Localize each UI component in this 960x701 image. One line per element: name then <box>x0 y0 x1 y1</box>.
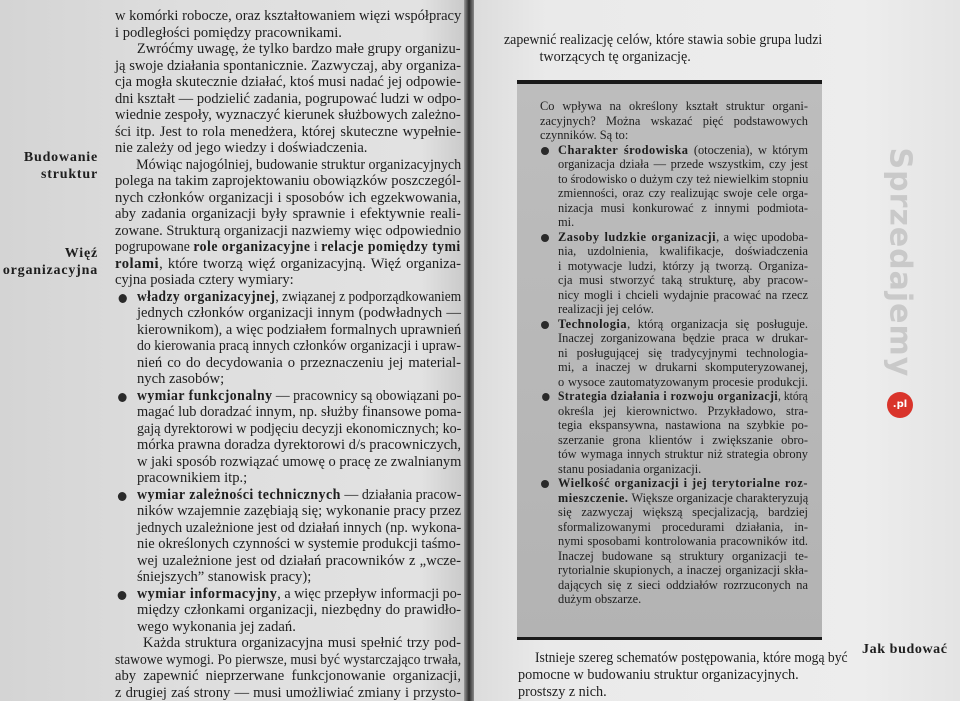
text-run: wiednie zespoły, wyznaczyć kierunek służbowych zależno- <box>115 107 461 123</box>
text-run: i <box>310 239 322 255</box>
text-line <box>115 222 462 240</box>
bullet-item-line <box>558 143 808 158</box>
text-run: mórka prawna doradza dyrektorowi d/s pracowniczych, <box>137 437 461 453</box>
text-run: zmienności, oraz czy realizując swoje cele orga- <box>558 186 808 200</box>
text-line <box>540 99 808 114</box>
text-run: między członkami organizacji, niezbędny do prawidło- <box>137 602 461 618</box>
text-line <box>115 74 461 91</box>
text-run: aby zadania organizacji były sprawnie i efektywnie reali- <box>115 206 461 222</box>
text-run: pracownikiem itp.; <box>137 470 248 486</box>
bullet-icon <box>541 234 549 242</box>
text-line <box>558 549 808 564</box>
text-run: mi. <box>558 215 575 229</box>
text-run: nie zależy od jego wiedzy i doświadczenia. <box>115 140 368 156</box>
text-run: ją swoje działania spontanicznie. Zazwyczaj, aby organiza- <box>115 57 461 74</box>
text-line <box>137 355 461 372</box>
text-run: , a więc upodoba- <box>716 229 809 244</box>
text-line <box>558 331 808 346</box>
text-run: jednych uzależnione jest od działań innych (np. wykona- <box>137 519 462 536</box>
text-run: (otoczenia), w którym <box>688 142 808 157</box>
bold-term: rolami <box>115 255 160 272</box>
margin-label-line: organizacyjna <box>2 262 98 278</box>
text-line <box>115 41 460 58</box>
text-run: się zazwyczaj większą specjalizacją, bardziej <box>558 505 808 519</box>
text-run: pomocne w budowaniu struktur organizacyjnych. <box>518 667 799 683</box>
text-run: — pracownicy są obowiązani po- <box>272 387 462 404</box>
text-run: dających się z sieci oddziałów rozrzuconych na <box>558 577 808 592</box>
text-run: Większe organizacje charakteryzują <box>628 490 809 505</box>
text-line <box>115 25 461 42</box>
text-run: ści itp. Jest to rola menedżera, której skuteczne wypełnie- <box>115 123 461 140</box>
text-run: , które tworzą więź organizacyjną. Więź organiza- <box>159 255 461 272</box>
bullet-item-line <box>558 317 808 332</box>
text-run: i motywacje ludzi, którzy ją tworzą. Organiza- <box>558 258 808 273</box>
text-line <box>115 651 462 669</box>
text-run: nizacja musi konkurować z innymi podmiota- <box>558 200 808 215</box>
text-line <box>558 171 809 187</box>
text-line <box>558 244 808 259</box>
text-line <box>558 302 808 317</box>
text-run: i podległości pomiędzy pracownikami. <box>115 24 342 41</box>
text-line <box>540 128 808 143</box>
text-run: nień co do decydowania o przeznaczeniu jej material- <box>137 354 461 371</box>
text-line <box>115 90 462 108</box>
bullet-icon <box>541 480 549 488</box>
text-line <box>115 272 461 289</box>
bold-term: wymiar zależności technicznych <box>137 486 341 503</box>
bullet-icon <box>542 393 549 401</box>
text-line <box>558 462 808 477</box>
text-line <box>558 273 808 288</box>
bold-term: Technologia <box>558 316 628 331</box>
bold-term: Wielkość organizacji i jej terytorialne roz- <box>558 476 808 490</box>
text-run: zapewnić realizację celów, które stawia sobie grupa ludzi <box>504 32 823 48</box>
text-line <box>115 685 461 701</box>
text-line <box>137 305 461 322</box>
text-run: czynników. Są to: <box>540 128 629 142</box>
text-line <box>137 536 461 553</box>
text-line <box>558 360 808 375</box>
text-line <box>540 114 808 129</box>
text-line <box>137 420 462 438</box>
text-run: , a więc przepływ informacji po- <box>277 585 462 602</box>
bullet-icon <box>541 321 549 329</box>
text-line <box>558 563 808 578</box>
text-run: śniejszych” stanowisk pracy); <box>137 569 312 585</box>
right-page-bottom-text <box>518 650 848 701</box>
text-run: stanu posiadania organizacji. <box>558 461 702 476</box>
text-line <box>115 124 461 141</box>
text-run: magać lub doradzać innym, np. służby finansowe poma- <box>137 404 462 420</box>
text-line <box>558 592 808 607</box>
text-line <box>558 375 808 390</box>
text-line <box>558 259 808 274</box>
text-run: Co wpływa na określony kształt struktur organi- <box>540 99 808 113</box>
margin-label-line: Budowanie <box>23 150 98 165</box>
text-run: realizacji jej celów. <box>558 302 654 316</box>
text-line <box>558 505 808 520</box>
text-run: organizacja działa — przede wszystkim, czy jest <box>558 157 808 171</box>
text-run: Zwróćmy uwagę, że tylko bardzo małe grupy organizu- <box>115 41 461 57</box>
bullet-item-line <box>558 230 808 245</box>
text-run: , którą <box>778 389 808 403</box>
text-run: nia, uzdolnienia, kwalifikacje, doświadczenia <box>558 244 808 258</box>
text-line <box>137 437 460 454</box>
text-line <box>558 404 808 419</box>
margin-label-line: struktur <box>41 166 98 182</box>
text-run: pogrupowane <box>115 239 194 255</box>
text-line <box>504 49 822 66</box>
text-line <box>115 140 461 157</box>
text-run: w komórki robocze, oraz kształtowaniem więzi współpracy <box>115 8 462 24</box>
text-line <box>115 58 461 75</box>
bullet-item-line <box>137 288 462 306</box>
text-run: Inaczej budowane są struktury organizacji te- <box>558 548 808 563</box>
bullet-item-line <box>137 486 462 504</box>
text-line <box>558 215 808 230</box>
text-run: Inaczej zorganizowana będzie praca w drukar- <box>558 331 808 345</box>
margin-label-budowanie-struktur <box>10 150 98 183</box>
watermark-logo: Sprzedajemy <box>882 147 918 378</box>
text-run: wego wykonania jej zadań. <box>137 618 296 635</box>
text-run: Mówiąc najogólniej, budowanie struktur organizacyjnych <box>115 156 462 173</box>
text-line <box>137 503 461 520</box>
text-line <box>558 418 808 433</box>
text-run: z drugiej zaś strony — musi umożliwiać zmiany i przysto- <box>115 684 461 701</box>
text-run: polega na takim zaprojektowaniu obowiązków poszczegól- <box>115 173 461 189</box>
text-line <box>558 447 808 462</box>
text-line <box>558 186 808 201</box>
text-run: mi, a inaczej w drukarni skomputeryzowanej, <box>558 360 808 374</box>
bullet-icon <box>118 591 127 600</box>
text-line <box>558 534 808 549</box>
bold-term: relacje pomiędzy tymi <box>321 239 461 255</box>
left-page-text <box>115 8 461 701</box>
text-line <box>504 32 823 49</box>
text-line <box>115 668 461 685</box>
bullet-icon <box>118 492 127 501</box>
text-line <box>115 256 461 273</box>
bold-term: Charakter środowiska <box>558 142 689 157</box>
text-line <box>558 346 808 361</box>
text-line <box>115 239 461 256</box>
text-run: Istnieje szereg schematów postępowania, które mogą być <box>518 650 848 666</box>
right-page-top-text <box>504 32 822 65</box>
text-run: stawowe wymogi. Po pierwsze, musi być wystarczająco trwała, <box>115 651 462 668</box>
text-run: kierownikom), a więc podziałem formalnych uprawnień <box>137 321 462 338</box>
text-run: zacyjnych? Można wskazać pięć podstawowych <box>540 113 808 128</box>
text-run: to środowisko o dużym czy też niewielkim stopniu <box>558 171 809 186</box>
text-run: cja mogła skutecznie działać, ktoś musi nadać jej odpowie- <box>115 74 461 90</box>
text-line <box>137 404 462 421</box>
bullet-item-line <box>558 476 808 491</box>
text-run: Każda struktura organizacyjna musi spełnić trzy pod- <box>115 635 461 651</box>
text-run: szerzanie grona klientów i zwiększanie obro- <box>558 432 808 447</box>
text-run: jednych członków organizacji innym (podwładnych — <box>137 305 461 321</box>
text-line <box>115 107 460 124</box>
text-line <box>558 578 808 593</box>
bullet-icon <box>118 393 127 402</box>
bullet-item-line <box>558 389 808 404</box>
text-line <box>115 156 462 174</box>
text-line <box>137 338 461 355</box>
text-line <box>115 173 461 190</box>
text-run: dużym obszarze. <box>558 592 642 606</box>
text-run: do kierowania pracą innych członków organizacji i upraw- <box>137 338 461 354</box>
bullet-icon <box>119 294 127 303</box>
text-line <box>558 201 808 216</box>
text-line <box>137 553 461 570</box>
bold-term: Strategia działania i rozwoju organizacji <box>558 389 779 403</box>
text-run: tów wymaga innych struktur niż strategia obrony <box>558 447 808 461</box>
bold-term: władzy organizacyjnej <box>137 288 276 305</box>
text-run: , którą organizacja się posługuje. <box>627 316 808 331</box>
text-run: ników wzajemnie zazębiają się; wykonanie pracy przez <box>137 503 462 519</box>
text-line <box>518 650 848 667</box>
text-run: wej uzależnione jest od działań pracowników z „wcze- <box>137 552 461 569</box>
watermark-badge: .pl <box>887 392 913 418</box>
text-line <box>137 453 462 471</box>
text-run: cyjna posiada cztery wymiary: <box>115 272 294 288</box>
text-line <box>558 157 808 172</box>
text-line <box>137 619 461 636</box>
text-line <box>115 190 461 207</box>
text-line <box>518 684 848 701</box>
bullet-item-line <box>137 585 462 603</box>
bold-term: mieszczenie. <box>558 490 629 505</box>
sidebar-box-text <box>540 99 808 607</box>
bold-term: Zasoby ludzkie organizacji <box>558 229 717 244</box>
bold-term: wymiar informacyjny <box>137 585 278 602</box>
text-run: prostszy z nich. <box>518 684 607 700</box>
text-line <box>115 635 461 652</box>
text-run: w jaki sposób rozwiązać umowę o pracę ze zwalnianym <box>137 453 462 470</box>
text-line <box>137 321 462 339</box>
text-run: rytorialnie skupionych, a inaczej organizacji skła- <box>558 563 808 577</box>
text-run: — działania pracow- <box>340 486 462 503</box>
text-line <box>558 490 809 506</box>
bold-term: wymiar funkcjonalny <box>137 387 273 404</box>
text-run: zowane. Strukturą organizacji nazwiemy więc odpowiednio <box>115 222 462 239</box>
text-run: nie określonych czynności w systemie produkcji taśmo- <box>137 536 461 552</box>
text-line <box>558 433 808 448</box>
text-run: , związanej z podporządkowaniem <box>275 288 462 305</box>
text-run: gają dyrektorowi w podjęciu decyzji ekonomicznych; ko- <box>137 420 462 437</box>
text-line <box>558 520 808 535</box>
text-run: nych członków organizacji i sposobów ich egzekwowania, <box>115 189 461 206</box>
bold-term: role organizacyjne <box>193 239 311 255</box>
text-run: ni posługującej się tradycyjnymi technologia- <box>558 345 808 360</box>
text-line <box>518 667 848 684</box>
bullet-icon <box>541 147 549 155</box>
text-run: tegia ekspansywna, nastawiona na szybkie po- <box>558 418 808 432</box>
text-run: dni kształt — podzielić zadania, pogrupować ludzi w odpo- <box>115 90 462 107</box>
text-run: o wysoce zautomatyzowanym procesie produkcji. <box>558 374 808 389</box>
text-line <box>115 8 460 25</box>
text-run: sformalizowanymi procedurami działania, in- <box>558 519 808 534</box>
text-run: określa jej kierownictwo. Przykładowo, stra- <box>558 403 808 418</box>
bullet-item-line <box>137 387 462 405</box>
text-line <box>558 288 808 303</box>
text-run: nicy mogli i chcieli wydajnie pracować na rzecz <box>558 287 808 302</box>
text-line <box>137 371 461 388</box>
text-line <box>137 519 462 537</box>
book-gutter <box>464 0 474 701</box>
margin-label-line: Więź <box>64 246 98 261</box>
text-line <box>115 206 461 223</box>
text-line <box>137 602 461 619</box>
text-run: tworzących tę organizację. <box>504 48 691 65</box>
text-run: nymi sposobami kontrolowania pracowników itd. <box>558 534 808 548</box>
text-line <box>137 569 461 586</box>
text-run: aby zapewnić nieprzerwane funkcjonowanie organizacji, <box>115 668 461 684</box>
text-line <box>137 470 461 487</box>
text-run: nych zasobów; <box>137 371 225 387</box>
text-run: cja musi stworzyć taką strukturę, aby pracow- <box>558 273 808 287</box>
margin-label-jak-budowac: Jak budować <box>862 642 948 657</box>
margin-label-wiez-organizacyjna <box>0 246 98 279</box>
